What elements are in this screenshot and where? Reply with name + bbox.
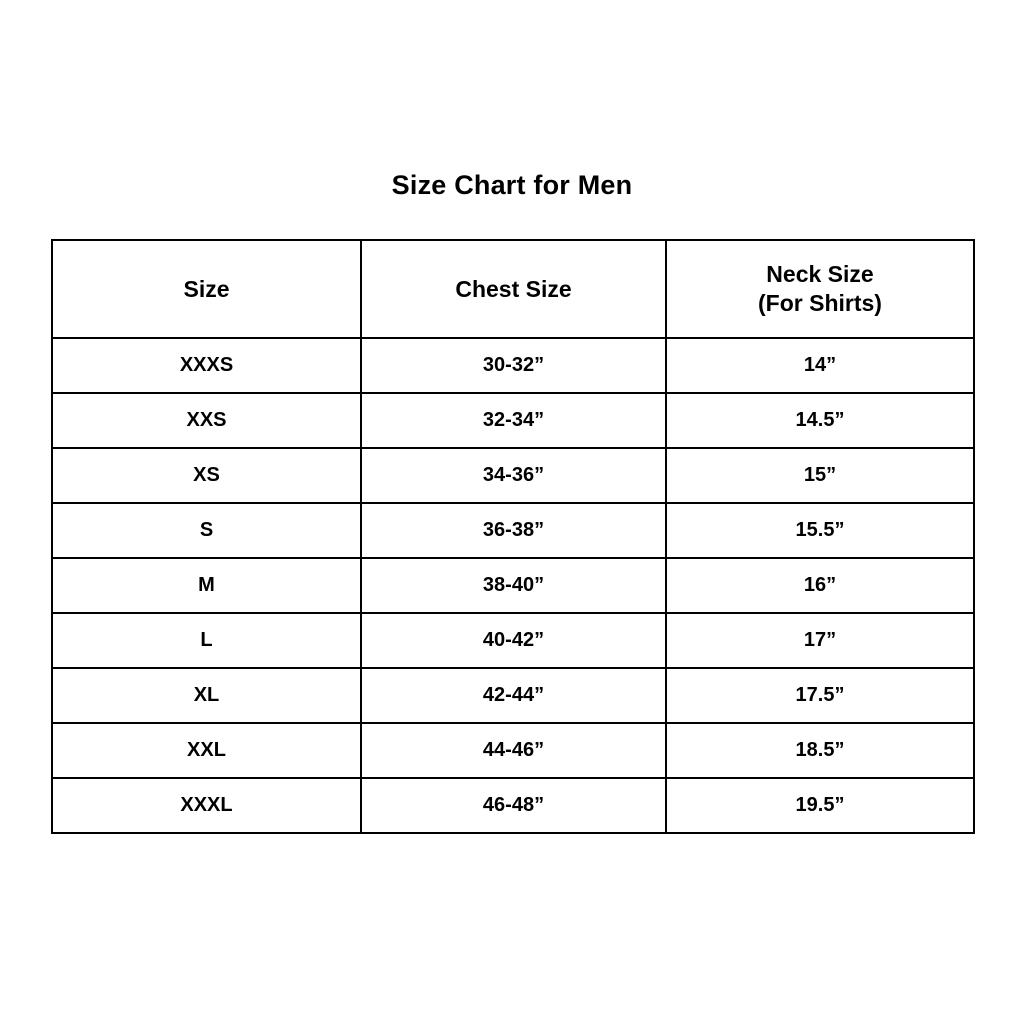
cell-size: XXL xyxy=(52,723,361,778)
cell-neck: 14” xyxy=(666,338,974,393)
table-header-row xyxy=(52,240,974,338)
table-row xyxy=(52,723,974,778)
column-header-neck xyxy=(666,240,974,338)
cell-chest: 36-38” xyxy=(361,503,666,558)
cell-chest: 42-44” xyxy=(361,668,666,723)
cell-chest: 30-32” xyxy=(361,338,666,393)
cell-size: XXS xyxy=(52,393,361,448)
table-row xyxy=(52,448,974,503)
table-header xyxy=(52,240,974,338)
cell-size: XXXS xyxy=(52,338,361,393)
cell-size: XXXL xyxy=(52,778,361,833)
cell-size: S xyxy=(52,503,361,558)
page-title: Size Chart for Men xyxy=(391,170,633,200)
table-row xyxy=(52,613,974,668)
table-row xyxy=(52,778,974,833)
table-row xyxy=(52,668,974,723)
cell-neck: 16” xyxy=(666,558,974,613)
cell-neck: 17” xyxy=(666,613,974,668)
cell-chest: 46-48” xyxy=(361,778,666,833)
cell-chest: 34-36” xyxy=(361,448,666,503)
column-header-size-label: Size xyxy=(183,275,230,302)
cell-size: M xyxy=(52,558,361,613)
cell-neck: 14.5” xyxy=(666,393,974,448)
column-header-neck-label: Neck Size xyxy=(766,261,874,288)
table-row xyxy=(52,393,974,448)
cell-neck: 19.5” xyxy=(666,778,974,833)
cell-size: XS xyxy=(52,448,361,503)
cell-neck: 15” xyxy=(666,448,974,503)
table-row xyxy=(52,558,974,613)
cell-chest: 44-46” xyxy=(361,723,666,778)
size-chart-table xyxy=(51,239,975,834)
table-body xyxy=(52,338,974,833)
table-row xyxy=(52,338,974,393)
table-row xyxy=(52,503,974,558)
cell-chest: 38-40” xyxy=(361,558,666,613)
column-header-chest-label: Chest Size xyxy=(455,275,572,302)
column-header-size xyxy=(52,240,361,338)
cell-size: L xyxy=(52,613,361,668)
cell-chest: 32-34” xyxy=(361,393,666,448)
cell-chest: 40-42” xyxy=(361,613,666,668)
cell-neck: 17.5” xyxy=(666,668,974,723)
cell-neck: 18.5” xyxy=(666,723,974,778)
cell-size: XL xyxy=(52,668,361,723)
cell-neck: 15.5” xyxy=(666,503,974,558)
column-header-chest xyxy=(361,240,666,338)
column-header-neck-sublabel: (For Shirts) xyxy=(758,290,882,316)
